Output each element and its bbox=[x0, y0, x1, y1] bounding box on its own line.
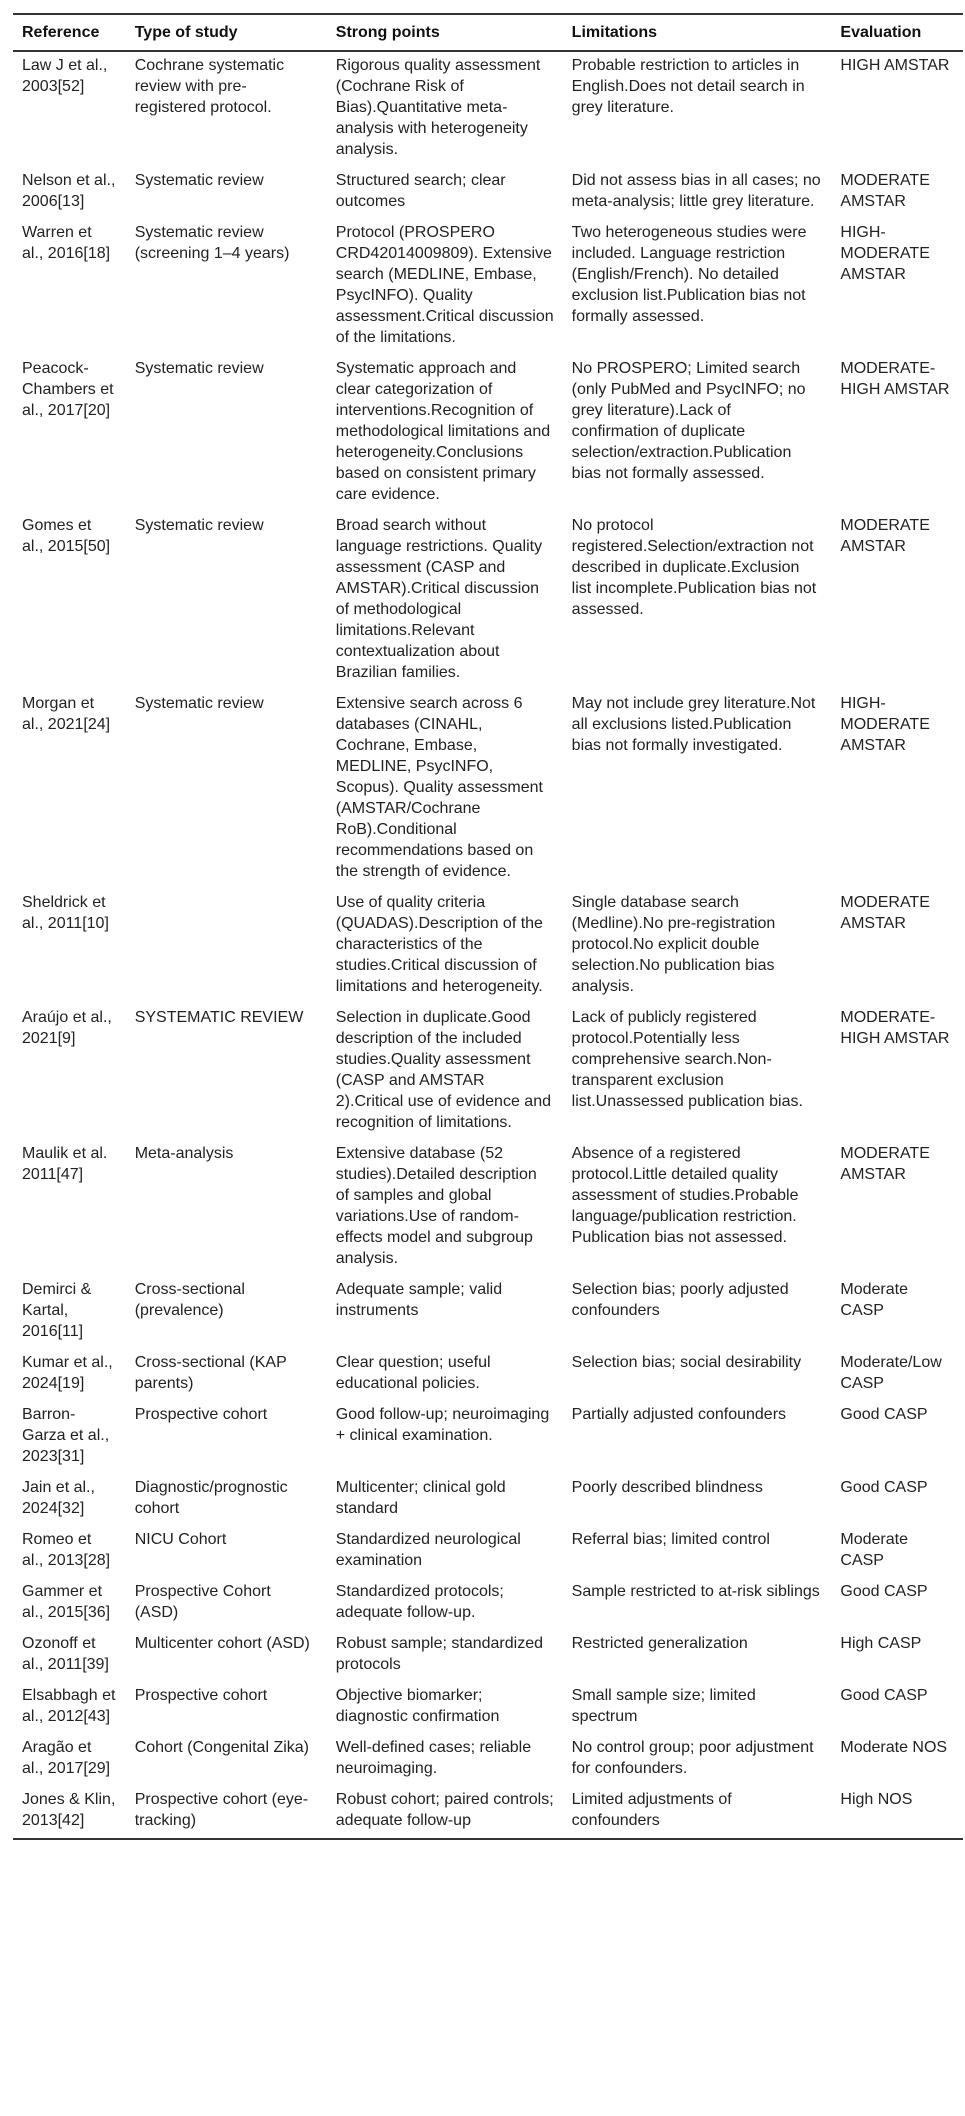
table-row bbox=[13, 512, 963, 690]
cell-reference: Elsabbagh et al., 2012[43] bbox=[22, 1687, 116, 1725]
evidence-table bbox=[13, 13, 963, 1840]
cell-type-of-study: Diagnostic/prognostic cohort bbox=[134, 1479, 288, 1517]
cell-limitations: Two heterogeneous studies were included. Language restriction (English/French). No detailed exclusion list.Publication bias not formally assessed. bbox=[571, 224, 807, 325]
cell-evaluation: HIGH AMSTAR bbox=[840, 57, 950, 74]
cell-reference: Ozonoff et al., 2011[39] bbox=[22, 1635, 109, 1673]
cell-strong-points: Extensive database (52 studies).Detailed description of samples and global variations.Use of random-effects model and subgroup analysis. bbox=[335, 1145, 537, 1267]
cell-type-of-study: Systematic review bbox=[134, 695, 264, 712]
cell-strong-points: Robust sample; standardized protocols bbox=[335, 1635, 543, 1673]
cell-evaluation: Good CASP bbox=[840, 1406, 928, 1423]
cell-evaluation: Moderate CASP bbox=[840, 1531, 908, 1569]
table-row bbox=[13, 219, 963, 355]
cell-limitations: Lack of publicly registered protocol.Potentially less comprehensive search.Non-transparent exclusion list.Unassessed publication bias. bbox=[571, 1009, 803, 1110]
cell-evaluation: Good CASP bbox=[840, 1583, 928, 1600]
cell-type-of-study: Prospective cohort bbox=[134, 1406, 268, 1423]
cell-type-of-study bbox=[126, 889, 327, 1004]
cell-type-of-study: Prospective cohort bbox=[134, 1687, 268, 1704]
table-row bbox=[13, 1401, 963, 1474]
cell-reference: Jain et al., 2024[32] bbox=[22, 1479, 95, 1517]
table-row bbox=[13, 1004, 963, 1140]
cell-reference: Maulik et al. 2011[47] bbox=[22, 1145, 108, 1183]
cell-evaluation: MODERATE AMSTAR bbox=[840, 1145, 930, 1183]
cell-type-of-study: Systematic review bbox=[134, 360, 264, 377]
cell-type-of-study: Systematic review (screening 1–4 years) bbox=[134, 224, 290, 262]
cell-evaluation: MODERATE-HIGH AMSTAR bbox=[840, 1009, 950, 1047]
table-row bbox=[13, 1578, 963, 1630]
cell-type-of-study: Cochrane systematic review with pre-registered protocol. bbox=[134, 57, 285, 116]
cell-strong-points: Broad search without language restrictions. Quality assessment (CASP and AMSTAR).Critical discussion of methodological limitations.Relevant contextualization about Brazilian families. bbox=[335, 517, 543, 681]
table-row bbox=[13, 889, 963, 1004]
cell-evaluation: MODERATE AMSTAR bbox=[840, 894, 930, 932]
cell-limitations: Restricted generalization bbox=[571, 1635, 748, 1652]
cell-evaluation: High NOS bbox=[831, 1786, 963, 1839]
cell-evaluation: Moderate/Low CASP bbox=[840, 1354, 942, 1392]
cell-strong-points: Adequate sample; valid instruments bbox=[335, 1281, 503, 1319]
cell-type-of-study: Prospective cohort (eye-tracking) bbox=[126, 1786, 327, 1839]
cell-evaluation: Moderate NOS bbox=[840, 1739, 948, 1756]
cell-limitations: Small sample size; limited spectrum bbox=[571, 1687, 756, 1725]
cell-evaluation: MODERATE-HIGH AMSTAR bbox=[840, 360, 950, 398]
cell-strong-points: Selection in duplicate.Good description of the included studies.Quality assessment (CASP and AMSTAR 2).Critical use of evidence and recognition of limitations. bbox=[335, 1009, 551, 1131]
cell-reference: Warren et al., 2016[18] bbox=[22, 224, 111, 262]
cell-limitations: Probable restriction to articles in English.Does not detail search in grey literature. bbox=[571, 57, 805, 116]
table-row bbox=[13, 1526, 963, 1578]
cell-strong-points: Objective biomarker; diagnostic confirmation bbox=[335, 1687, 500, 1725]
cell-limitations: Absence of a registered protocol.Little detailed quality assessment of studies.Probable language/publication restriction. Publication bias not assessed. bbox=[571, 1145, 799, 1246]
cell-limitations: No PROSPERO; Limited search (only PubMed and PsycINFO; no grey literature).Lack of confirmation of duplicate selection/extraction.Publication bias not formally assessed. bbox=[571, 360, 806, 482]
cell-strong-points: Extensive search across 6 databases (CINAHL, Cochrane, Embase, MEDLINE, PsycINFO, Scopus). Quality assessment (AMSTAR/Cochrane RoB).Conditional recommendations based on the strength of evidence. bbox=[335, 695, 543, 880]
cell-type-of-study: Cohort (Congenital Zika) bbox=[134, 1739, 309, 1756]
cell-limitations: Referral bias; limited control bbox=[571, 1531, 770, 1548]
cell-reference: Araújo et al., 2021[9] bbox=[22, 1009, 112, 1047]
header-evaluation: Evaluation bbox=[831, 14, 963, 51]
cell-type-of-study: NICU Cohort bbox=[134, 1531, 227, 1548]
cell-type-of-study: Prospective Cohort (ASD) bbox=[134, 1583, 271, 1621]
cell-evaluation: Moderate CASP bbox=[840, 1281, 908, 1319]
cell-reference: Gammer et al., 2015[36] bbox=[22, 1583, 111, 1621]
table-row bbox=[13, 1734, 963, 1786]
cell-limitations: Selection bias; social desirability bbox=[571, 1354, 802, 1371]
cell-limitations: May not include grey literature.Not all exclusions listed.Publication bias not formally investigated. bbox=[571, 695, 816, 754]
cell-limitations: Sample restricted to at-risk siblings bbox=[571, 1583, 820, 1600]
cell-reference: Nelson et al., 2006[13] bbox=[22, 172, 116, 210]
cell-type-of-study: Systematic review bbox=[134, 172, 264, 189]
cell-limitations: Partially adjusted confounders bbox=[571, 1406, 787, 1423]
cell-evaluation: High CASP bbox=[840, 1635, 922, 1652]
cell-limitations: Poorly described blindness bbox=[571, 1479, 763, 1496]
cell-evaluation: Good CASP bbox=[840, 1479, 928, 1496]
cell-reference: Sheldrick et al., 2011[10] bbox=[22, 894, 109, 932]
cell-limitations: Limited adjustments of confounders bbox=[563, 1786, 832, 1839]
cell-type-of-study: Cross-sectional (KAP parents) bbox=[134, 1354, 287, 1392]
cell-strong-points: Protocol (PROSPERO CRD42014009809). Extensive search (MEDLINE, Embase, PsycINFO). Quality assessment.Critical discussion of the limitations. bbox=[335, 224, 554, 346]
cell-type-of-study: Multicenter cohort (ASD) bbox=[134, 1635, 310, 1652]
cell-evaluation: HIGH-MODERATE AMSTAR bbox=[840, 224, 930, 283]
cell-reference: Kumar et al., 2024[19] bbox=[22, 1354, 113, 1392]
cell-evaluation: HIGH-MODERATE AMSTAR bbox=[840, 695, 930, 754]
table-row bbox=[13, 1276, 963, 1349]
table-row bbox=[13, 690, 963, 889]
cell-strong-points: Robust cohort; paired controls; adequate follow-up bbox=[327, 1786, 563, 1839]
cell-limitations: Did not assess bias in all cases; no meta-analysis; little grey literature. bbox=[571, 172, 821, 210]
cell-limitations: No protocol registered.Selection/extraction not described in duplicate.Exclusion list incomplete.Publication bias not assessed. bbox=[571, 517, 817, 618]
cell-strong-points: Rigorous quality assessment (Cochrane Risk of Bias).Quantitative meta-analysis with heterogeneity analysis. bbox=[335, 57, 541, 158]
table-row bbox=[13, 1349, 963, 1401]
cell-reference: Gomes et al., 2015[50] bbox=[22, 517, 111, 555]
table-row bbox=[13, 1474, 963, 1526]
cell-evaluation: MODERATE AMSTAR bbox=[840, 517, 930, 555]
cell-limitations: Single database search (Medline).No pre-registration protocol.No explicit double selection.No publication bias analysis. bbox=[571, 894, 776, 995]
cell-strong-points: Well-defined cases; reliable neuroimaging. bbox=[335, 1739, 532, 1777]
cell-reference: Barron-Garza et al., 2023[31] bbox=[22, 1406, 110, 1465]
header-strong-points: Strong points bbox=[327, 14, 563, 51]
table-row bbox=[13, 167, 963, 219]
cell-strong-points: Structured search; clear outcomes bbox=[335, 172, 506, 210]
table-header bbox=[13, 14, 963, 51]
cell-type-of-study: Meta-analysis bbox=[134, 1145, 234, 1162]
cell-strong-points: Clear question; useful educational policies. bbox=[335, 1354, 491, 1392]
cell-reference: Law J et al., 2003[52] bbox=[22, 57, 108, 95]
header-type-of-study: Type of study bbox=[126, 14, 327, 51]
cell-strong-points: Good follow-up; neuroimaging + clinical examination. bbox=[335, 1406, 550, 1444]
table-row bbox=[13, 1682, 963, 1734]
cell-strong-points: Use of quality criteria (QUADAS).Description of the characteristics of the studies.Critical discussion of limitations and heterogeneity. bbox=[335, 894, 543, 995]
table-row bbox=[13, 1786, 963, 1839]
cell-strong-points: Multicenter; clinical gold standard bbox=[335, 1479, 506, 1517]
cell-reference: Peacock-Chambers et al., 2017[20] bbox=[22, 360, 114, 419]
cell-reference: Romeo et al., 2013[28] bbox=[22, 1531, 111, 1569]
table-row bbox=[13, 1140, 963, 1276]
cell-reference: Demirci & Kartal, 2016[11] bbox=[22, 1281, 92, 1340]
cell-type-of-study: Systematic review bbox=[134, 517, 264, 534]
header-limitations: Limitations bbox=[563, 14, 832, 51]
cell-reference: Morgan et al., 2021[24] bbox=[22, 695, 111, 733]
cell-reference: Aragão et al., 2017[29] bbox=[22, 1739, 111, 1777]
cell-strong-points: Standardized neurological examination bbox=[335, 1531, 521, 1569]
cell-reference: Jones & Klin, 2013[42] bbox=[13, 1786, 126, 1839]
cell-strong-points: Systematic approach and clear categorization of interventions.Recognition of methodological limitations and heterogeneity.Conclusions based on consistent primary care evidence. bbox=[335, 360, 551, 503]
header-reference: Reference bbox=[13, 14, 126, 51]
cell-limitations: No control group; poor adjustment for confounders. bbox=[571, 1739, 814, 1777]
cell-evaluation: MODERATE AMSTAR bbox=[840, 172, 930, 210]
cell-type-of-study: Cross-sectional (prevalence) bbox=[134, 1281, 245, 1319]
cell-type-of-study: SYSTEMATIC REVIEW bbox=[134, 1009, 304, 1026]
cell-evaluation: Good CASP bbox=[840, 1687, 928, 1704]
table-row bbox=[13, 355, 963, 512]
table-row bbox=[13, 1630, 963, 1682]
table-row bbox=[13, 51, 963, 167]
cell-limitations: Selection bias; poorly adjusted confounders bbox=[571, 1281, 789, 1319]
cell-strong-points: Standardized protocols; adequate follow-up. bbox=[335, 1583, 504, 1621]
table-body bbox=[13, 51, 963, 1839]
header-row bbox=[13, 14, 963, 51]
